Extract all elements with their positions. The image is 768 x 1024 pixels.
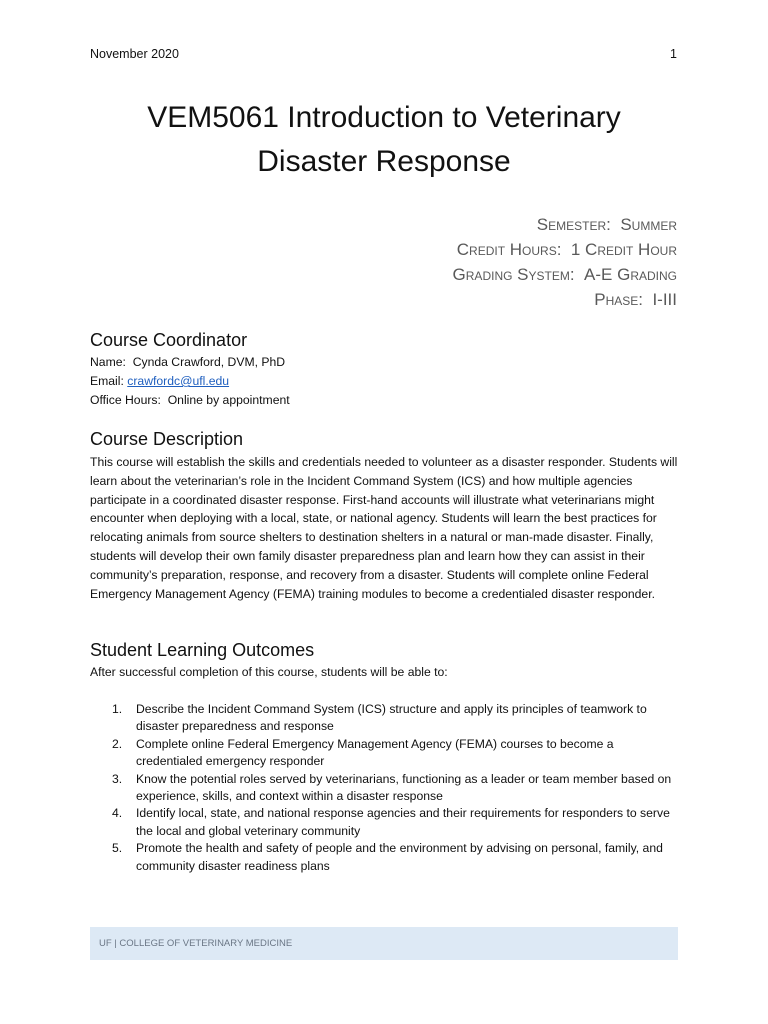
list-item: [90, 840, 680, 875]
coordinator-info: [90, 353, 682, 410]
document-title: VEM5061 Introduction to Veterinary Disaster Response: [147, 101, 621, 178]
outcomes-heading: Student Learning Outcomes: [90, 640, 315, 660]
office-hours-value: Online by appointment: [167, 393, 290, 407]
meta-label: Grading System:: [452, 265, 575, 284]
outcomes-intro: After successful completion of this course, students will be able to:: [90, 665, 448, 679]
list-item: [90, 701, 680, 736]
list-item: [90, 805, 680, 840]
item-text: Complete online Federal Emergency Management Agency (FEMA) courses to become a credentialed emergency responder: [136, 736, 614, 769]
meta-value: 1 Credit Hour: [570, 240, 677, 259]
item-number: 3.: [112, 771, 123, 786]
list-item: [90, 736, 680, 771]
meta-value: I-III: [652, 290, 677, 309]
page-number: 1: [670, 47, 677, 61]
coordinator-name: Cynda Crawford, DVM, PhD: [132, 355, 286, 369]
item-number: 1.: [112, 702, 123, 716]
coordinator-name-line: [90, 353, 682, 372]
meta-label: Semester:: [536, 215, 611, 234]
header-date: November 2020: [90, 47, 179, 61]
item-text: Describe the Incident Command System (ICS) structure and apply its principles of teamwork to disaster preparedness and response: [136, 702, 647, 734]
office-hours-label: Office Hours:: [90, 393, 161, 407]
item-text: Know the potential roles served by veterinarians, functioning as a leader or team member based on experience, skills, and context within a disaster response: [136, 771, 672, 804]
meta-label: Credit Hours:: [456, 240, 562, 259]
meta-phase: [453, 287, 677, 312]
coordinator-heading: Course Coordinator: [90, 330, 248, 350]
course-meta: [453, 212, 677, 312]
description-text: This course will establish the skills and credentials needed to volunteer as a disaster responder. Students will learn about the veterinarian’s role in the Incident Command System (ICS) and how multiple agencies participate in a coordinated disaster response. First-hand accounts will illustrate what veterinarians might encounter when deploying with a local, state, or national agency. Students will learn the best practices for relocating animals from source shelters to destination shelters in a natural or man-made disaster. Finally, students will develop their own family disaster preparedness plan and learn how they can assist in their community’s preparation, response, and recovery from a disaster. Students will complete online Federal Emergency Management Agency (FEMA) training modules to become a credentialed disaster responder.: [90, 455, 678, 601]
meta-semester: [453, 212, 677, 237]
office-hours-line: [90, 391, 682, 410]
item-number: 5.: [112, 841, 123, 856]
outcomes-list: [90, 701, 680, 875]
meta-value: Summer: [620, 215, 677, 234]
footer-text: UF | COLLEGE OF VETERINARY MEDICINE: [99, 938, 293, 949]
page-footer: [90, 927, 678, 960]
item-number: 2.: [112, 736, 123, 751]
meta-credit-hours: [453, 237, 677, 262]
name-label: Name:: [90, 355, 126, 369]
item-text: Identify local, state, and national response agencies and their requirements for responders to serve the local and global veterinary community: [136, 806, 670, 838]
meta-grading-system: [453, 262, 677, 287]
item-text: Promote the health and safety of people and the environment by advising on personal, family, and community disaster readiness plans: [136, 841, 663, 873]
coordinator-email-line: [90, 372, 682, 391]
meta-value: A-E Grading: [584, 265, 677, 284]
list-item: [90, 771, 680, 806]
meta-label: Phase:: [594, 290, 643, 309]
item-number: 4.: [112, 806, 123, 821]
description-heading: Course Description: [90, 429, 244, 449]
email-label: Email:: [90, 374, 124, 388]
email-link[interactable]: crawfordc@ufl.edu: [127, 374, 230, 388]
